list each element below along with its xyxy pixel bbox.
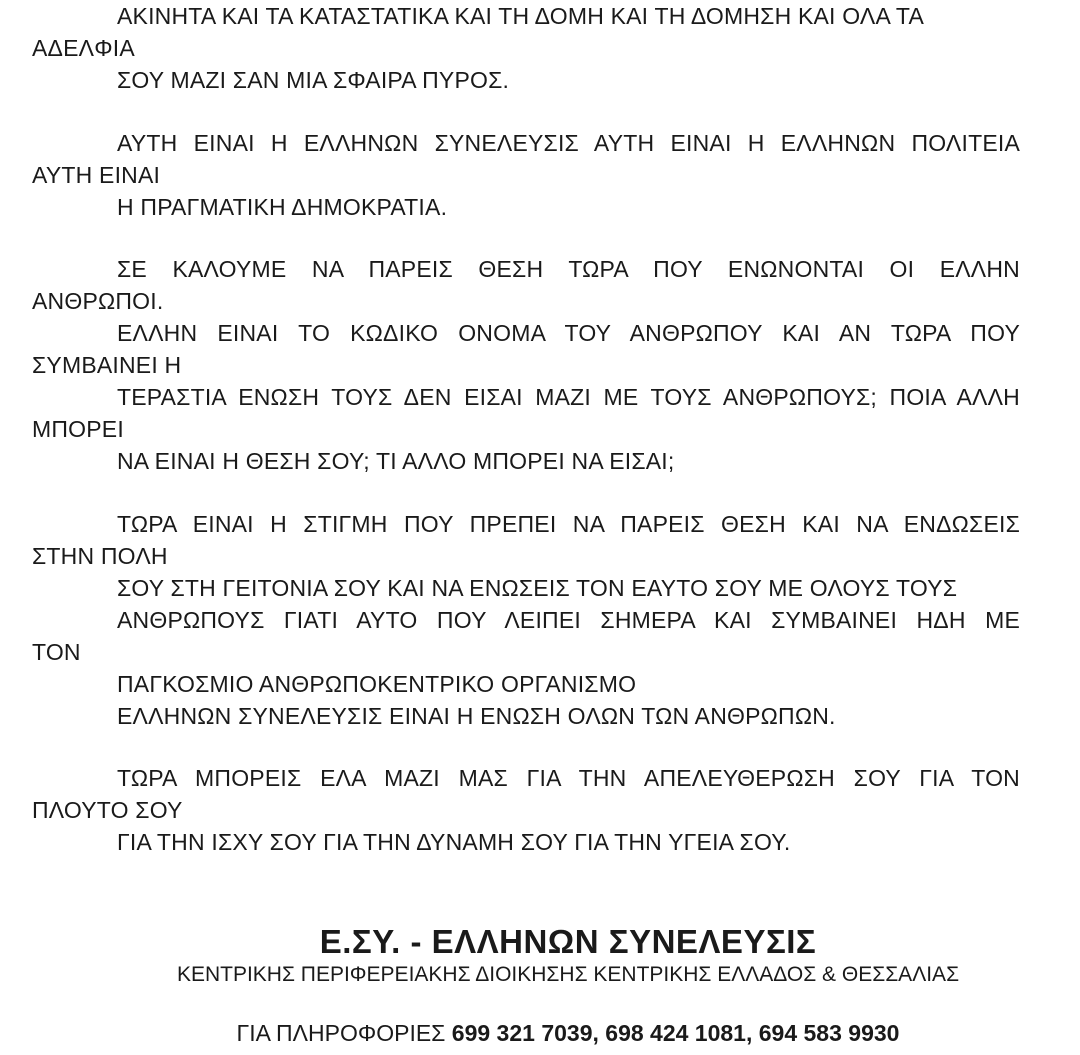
text-line: ΤΩΡΑ ΜΠΟΡΕΙΣ ΕΛΑ ΜΑΖΙ ΜΑΣ ΓΙΑ ΤΗΝ ΑΠΕΛΕΥΘΕΡΩΣΗ ΣΟΥ ΓΙΑ ΤΟΝ — [117, 765, 1020, 791]
text-line: ΣΤΗΝ ΠΟΛΗ — [32, 542, 168, 569]
paragraph-gap — [32, 96, 1020, 127]
text-line: ΑΥΤΗ ΕΙΝΑΙ — [32, 161, 161, 188]
paragraph-gap — [32, 223, 1020, 254]
text-line: ΕΛΛΗΝ ΕΙΝΑΙ ΤΟ ΚΩΔΙΚΟ ΟΝΟΜΑ ΤΟΥ ΑΝΘΡΩΠΟΥ ΚΑΙ ΑΝ ΤΩΡΑ ΠΟΥ — [117, 320, 1020, 346]
text-line: ΑΝΘΡΩΠΟΥΣ ΓΙΑΤΙ ΑΥΤΟ ΠΟΥ ΛΕΙΠΕΙ ΣΗΜΕΡΑ ΚΑΙ ΣΥΜΒΑΙΝΕΙ ΗΔΗ ΜΕ — [117, 606, 1020, 633]
text-line: ΑΝΘΡΩΠΟΙ. — [32, 288, 164, 314]
text-line: ΤΕΡΑΣΤΙΑ ΕΝΩΣΗ ΤΟΥΣ ΔΕΝ ΕΙΣΑΙ ΜΑΖΙ ΜΕ ΤΟΥΣ ΑΝΘΡΩΠΟΥΣ; ΠΟΙΑ ΑΛΛΗ — [117, 384, 1020, 410]
text-line: ΤΟΝ — [32, 638, 81, 665]
paragraph — [32, 0, 1020, 96]
text-line: ΤΩΡΑ ΕΙΝΑΙ Η ΣΤΙΓΜΗ ΠΟΥ ΠΡΕΠΕΙ ΝΑ ΠΑΡΕΙΣ ΘΕΣΗ ΚΑΙ ΝΑ ΕΝΔΩΣΕΙΣ — [117, 510, 1020, 537]
text-line: ΓΙΑ ΤΗΝ ΙΣΧΥ ΣΟΥ ΓΙΑ ΤΗΝ ΔΥΝΑΜΗ ΣΟΥ ΓΙΑ ΤΗΝ ΥΓΕΙΑ ΣΟΥ. — [117, 829, 791, 855]
paragraph — [32, 253, 1020, 477]
text-line: ΣΟΥ ΣΤΗ ΓΕΙΤΟΝΙΑ ΣΟΥ ΚΑΙ ΝΑ ΕΝΩΣΕΙΣ ΤΟΝ ΕΑΥΤΟ ΣΟΥ ΜΕ ΟΛΟΥΣ ΤΟΥΣ — [117, 574, 958, 601]
text-line: ΣΕ ΚΑΛΟΥΜΕ ΝΑ ΠΑΡΕΙΣ ΘΕΣΗ ΤΩΡΑ ΠΟΥ ΕΝΩΝΟΝΤΑΙ ΟΙ ΕΛΛΗΝ — [117, 256, 1020, 282]
paragraph-gap — [32, 477, 1020, 508]
phone-numbers: 699 321 7039, 698 424 1081, 694 583 9930 — [451, 1020, 900, 1046]
text-line: Η ΠΡΑΓΜΑΤΙΚΗ ΔΗΜΟΚΡΑΤΙΑ. — [117, 193, 448, 220]
text-line: ΑΔΕΛΦΙΑ — [32, 35, 135, 61]
text-line: ΠΛΟΥΤΟ ΣΟΥ — [32, 797, 183, 823]
text-line: ΕΛΛΗΝΩΝ ΣΥΝΕΛΕΥΣΙΣ ΕΙΝΑΙ Η ΕΝΩΣΗ ΟΛΩΝ ΤΩΝ ΑΝΘΡΩΠΩΝ. — [117, 702, 836, 729]
organization-subtitle: ΚΕΝΤΡΙΚΗΣ ΠΕΡΙΦΕΡΕΙΑΚΗΣ ΔΙΟΙΚΗΣΗΣ ΚΕΝΤΡΙΚΗΣ ΕΛΛΑΔΟΣ & ΘΕΣΣΑΛΙΑΣ — [176, 963, 960, 986]
text-line: ΑΚΙΝΗΤΑ ΚΑΙ ΤΑ ΚΑΤΑΣΤΑΤΙΚΑ ΚΑΙ ΤΗ ΔΟΜΗ ΚΑΙ ΤΗ ΔΟΜΗΣΗ ΚΑΙ ΟΛΑ ΤΑ — [117, 3, 925, 29]
paragraph — [32, 508, 1020, 732]
text-line: ΠΑΓΚΟΣΜΙΟ ΑΝΘΡΩΠΟΚΕΝΤΡΙΚΟ ΟΡΓΑΝΙΣΜΟ — [117, 670, 637, 697]
text-line: ΜΠΟΡΕΙ — [32, 416, 124, 442]
paragraph — [32, 762, 1020, 858]
paragraph-gap — [32, 732, 1020, 763]
text-line: ΑΥΤΗ ΕΙΝΑΙ Η ΕΛΛΗΝΩΝ ΣΥΝΕΛΕΥΣΙΣ ΑΥΤΗ ΕΙΝΑΙ Η ΕΛΛΗΝΩΝ ΠΟΛΙΤΕΙΑ — [117, 129, 1020, 156]
text-line: ΣΥΜΒΑΙΝΕΙ Η — [32, 352, 182, 378]
paragraph — [32, 127, 1020, 223]
contact-info — [0, 1018, 1080, 1048]
text-line: ΣΟΥ ΜΑΖΙ ΣΑΝ ΜΙΑ ΣΦΑΙΡΑ ΠΥΡΟΣ. — [117, 67, 510, 93]
document-body — [32, 0, 1020, 858]
organization-title: Ε.ΣΥ. - ΕΛΛΗΝΩΝ ΣΥΝΕΛΕΥΣΙΣ — [319, 923, 817, 960]
text-line: ΝΑ ΕΙΝΑΙ Η ΘΕΣΗ ΣΟΥ; ΤΙ ΑΛΛΟ ΜΠΟΡΕΙ ΝΑ ΕΙΣΑΙ; — [117, 448, 675, 474]
contact-label: ΓΙΑ ΠΛΗΡΟΦΟΡΙΕΣ — [236, 1020, 446, 1046]
